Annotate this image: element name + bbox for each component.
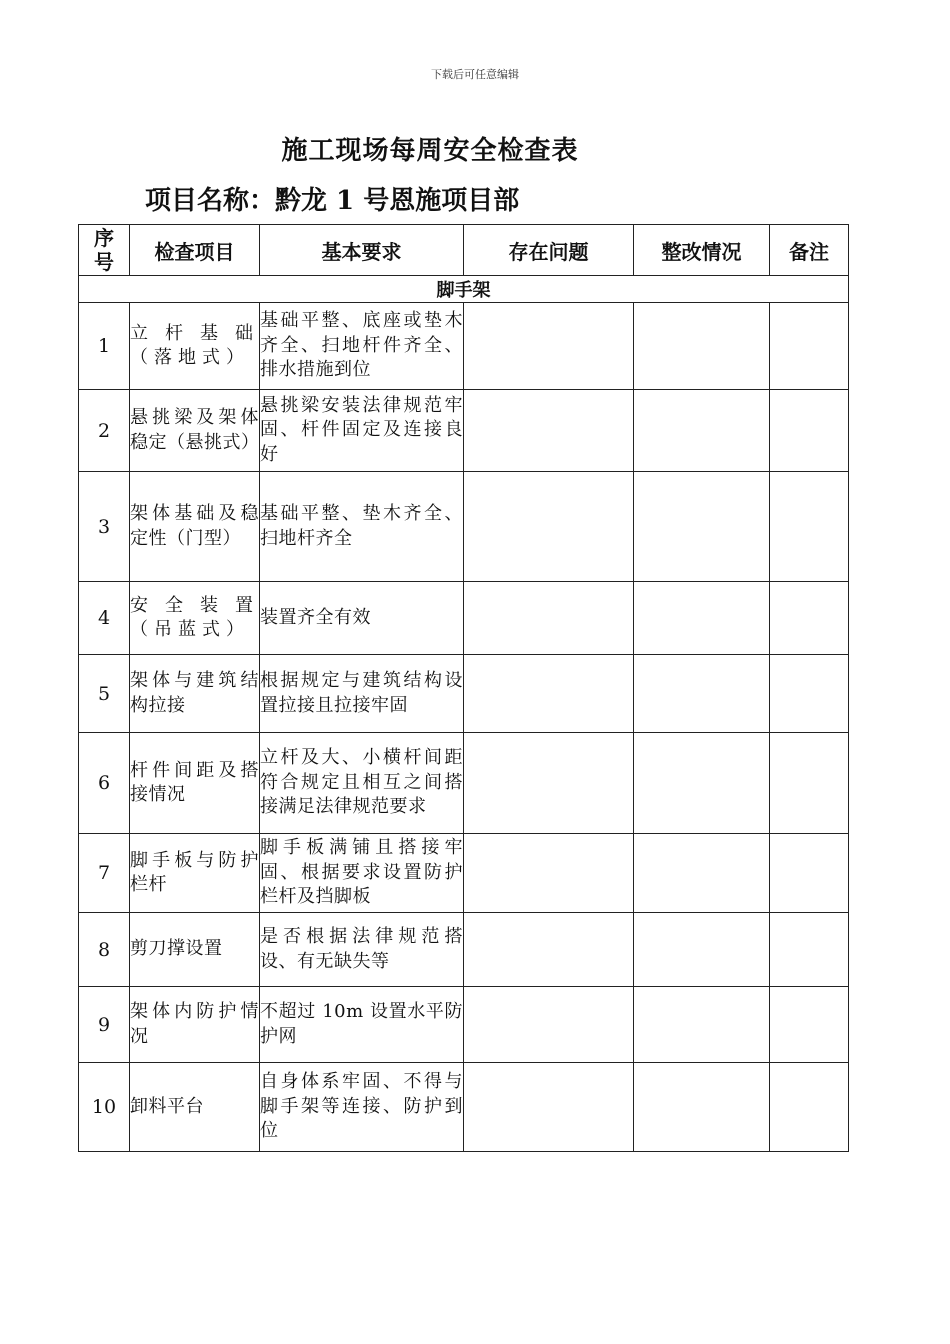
- remarks-cell[interactable]: [770, 472, 849, 582]
- row-number: 10: [79, 1063, 130, 1152]
- row-number: 8: [79, 913, 130, 987]
- rectification-cell[interactable]: [634, 582, 770, 655]
- table-row: [79, 582, 849, 655]
- table-row: [79, 987, 849, 1063]
- check-item: 架体与建筑结构拉接: [130, 655, 260, 733]
- rectification-cell[interactable]: [634, 1063, 770, 1152]
- remarks-cell[interactable]: [770, 913, 849, 987]
- remarks-cell[interactable]: [770, 1063, 849, 1152]
- requirement: 基础平整、垫木齐全、扫地杆齐全: [260, 472, 464, 582]
- check-item: 安全装置（吊蓝式）: [130, 582, 260, 655]
- project-name: 项目名称：黔龙 1 号恩施项目部: [145, 186, 520, 216]
- issues-cell[interactable]: [464, 913, 634, 987]
- issues-cell[interactable]: [464, 987, 634, 1063]
- remarks-cell[interactable]: [770, 655, 849, 733]
- section-row: [79, 276, 849, 303]
- inspection-table: [78, 224, 849, 1152]
- check-item: 架体基础及稳定性（门型）: [130, 472, 260, 582]
- rectification-cell[interactable]: [634, 390, 770, 472]
- header-remarks: 备注: [770, 225, 849, 276]
- issues-cell[interactable]: [464, 834, 634, 913]
- issues-cell[interactable]: [464, 1063, 634, 1152]
- remarks-cell[interactable]: [770, 303, 849, 390]
- remarks-cell[interactable]: [770, 987, 849, 1063]
- requirement: 脚手板满铺且搭接牢固、根据要求设置防护栏杆及挡脚板: [260, 834, 464, 913]
- row-number: 7: [79, 834, 130, 913]
- rectification-cell[interactable]: [634, 303, 770, 390]
- remarks-cell[interactable]: [770, 390, 849, 472]
- requirement: 是否根据法律规范搭设、有无缺失等: [260, 913, 464, 987]
- rectification-cell[interactable]: [634, 913, 770, 987]
- requirement: 悬挑梁安装法律规范牢固、杆件固定及连接良好: [260, 390, 464, 472]
- rectification-cell[interactable]: [634, 655, 770, 733]
- check-item: 立杆基础（落地式）: [130, 303, 260, 390]
- row-number: 4: [79, 582, 130, 655]
- header-item: 检查项目: [130, 225, 260, 276]
- header-seq-line1: 序: [94, 226, 114, 250]
- row-number: 3: [79, 472, 130, 582]
- table-row: [79, 913, 849, 987]
- header-issues: 存在问题: [464, 225, 634, 276]
- requirement: 根据规定与建筑结构设置拉接且拉接牢固: [260, 655, 464, 733]
- row-number: 5: [79, 655, 130, 733]
- remarks-cell[interactable]: [770, 582, 849, 655]
- header-note: 下载后可任意编辑: [431, 68, 519, 81]
- header-requirement: 基本要求: [260, 225, 464, 276]
- table-row: [79, 390, 849, 472]
- check-item: 悬挑梁及架体稳定（悬挑式）: [130, 390, 260, 472]
- page-title: 施工现场每周安全检查表: [281, 136, 579, 166]
- section-title: 脚手架: [79, 276, 849, 303]
- remarks-cell[interactable]: [770, 834, 849, 913]
- rectification-cell[interactable]: [634, 834, 770, 913]
- issues-cell[interactable]: [464, 390, 634, 472]
- issues-cell[interactable]: [464, 303, 634, 390]
- issues-cell[interactable]: [464, 582, 634, 655]
- table-row: [79, 1063, 849, 1152]
- row-number: 2: [79, 390, 130, 472]
- issues-cell[interactable]: [464, 472, 634, 582]
- row-number: 1: [79, 303, 130, 390]
- header-seq-line2: 号: [94, 250, 114, 274]
- check-item: 卸料平台: [130, 1063, 260, 1152]
- issues-cell[interactable]: [464, 655, 634, 733]
- table-row: [79, 733, 849, 834]
- rectification-cell[interactable]: [634, 733, 770, 834]
- table-row: [79, 655, 849, 733]
- requirement: 不超过 10m 设置水平防护网: [260, 987, 464, 1063]
- check-item: 脚手板与防护栏杆: [130, 834, 260, 913]
- header-seq: [79, 225, 130, 276]
- requirement: 装置齐全有效: [260, 582, 464, 655]
- requirement: 自身体系牢固、不得与脚手架等连接、防护到位: [260, 1063, 464, 1152]
- row-number: 9: [79, 987, 130, 1063]
- remarks-cell[interactable]: [770, 733, 849, 834]
- check-item: 架体内防护情况: [130, 987, 260, 1063]
- table-row: [79, 834, 849, 913]
- requirement: 立杆及大、小横杆间距符合规定且相互之间搭接满足法律规范要求: [260, 733, 464, 834]
- header-rectification: 整改情况: [634, 225, 770, 276]
- row-number: 6: [79, 733, 130, 834]
- header-row: [79, 225, 849, 276]
- check-item: 剪刀撑设置: [130, 913, 260, 987]
- issues-cell[interactable]: [464, 733, 634, 834]
- rectification-cell[interactable]: [634, 472, 770, 582]
- table-row: [79, 303, 849, 390]
- requirement: 基础平整、底座或垫木齐全、扫地杆件齐全、排水措施到位: [260, 303, 464, 390]
- check-item: 杆件间距及搭接情况: [130, 733, 260, 834]
- table-row: [79, 472, 849, 582]
- rectification-cell[interactable]: [634, 987, 770, 1063]
